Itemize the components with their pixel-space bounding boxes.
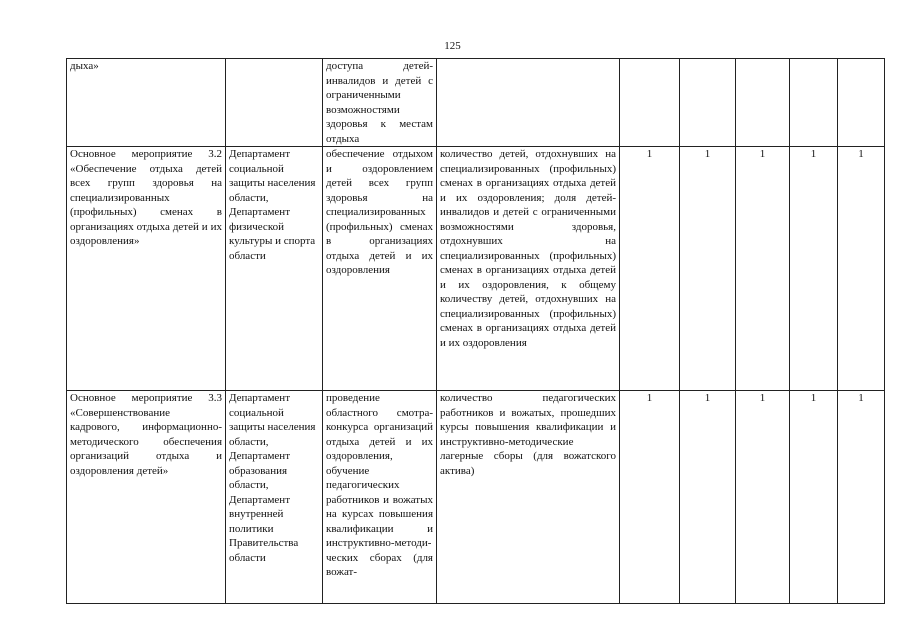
value-cell: 1 bbox=[680, 391, 736, 604]
measure-cell: обеспечение отдыхом и оздоровлением детей всех групп здоровья на специализированных (профильных) сменах в организациях отдыха детей и их оздоровления bbox=[323, 147, 437, 391]
event-cell: дыха» bbox=[67, 59, 226, 147]
value-cell: 1 bbox=[736, 391, 790, 604]
indicator-cell: количество педагогических работников и вожатых, прошедших курсы повышения квалификации и инструктивно-методические лагерные сборы (для вожатского актива) bbox=[437, 391, 620, 604]
measure-cell: проведение областного смотра-конкурса организаций отдыха детей и их оздоровления, обучение педагогических работников и вожатых на курсах повышения квалификации и инструктивно-методи-ческих сборах (для вожат- bbox=[323, 391, 437, 604]
value-cell bbox=[680, 59, 736, 147]
value-cell: 1 bbox=[838, 391, 885, 604]
event-cell: Основное мероприятие 3.3 «Совершенствование кадрового, информационно-методического обеспечения организаций отдыха и оздоровления детей» bbox=[67, 391, 226, 604]
value-cell: 1 bbox=[790, 147, 838, 391]
value-cell: 1 bbox=[620, 147, 680, 391]
value-cell bbox=[838, 59, 885, 147]
page-number: 125 bbox=[444, 40, 461, 52]
executor-cell bbox=[226, 59, 323, 147]
table-row bbox=[67, 391, 885, 604]
value-cell: 1 bbox=[790, 391, 838, 604]
indicator-cell: количество детей, отдохнувших на специализированных (профильных) сменах в организациях отдыха детей и их оздоровления; доля детей-инвалидов и детей с ограниченными возможностями здоровья, отдохнувших на специализированных (профильных) сменах в организациях отдыха детей и их оздоровления, к общему количеству детей, отдохнувших на специализированных (профильных) сменах в организациях отдыха детей и их оздоровления bbox=[437, 147, 620, 391]
value-cell: 1 bbox=[620, 391, 680, 604]
executor-cell: Департамент социальной защиты населения области, Департамент образования области, Департамент внутренней политики Правительства области bbox=[226, 391, 323, 604]
value-cell bbox=[736, 59, 790, 147]
value-cell: 1 bbox=[736, 147, 790, 391]
indicator-cell bbox=[437, 59, 620, 147]
value-cell: 1 bbox=[680, 147, 736, 391]
value-cell: 1 bbox=[838, 147, 885, 391]
table-row bbox=[67, 147, 885, 391]
value-cell bbox=[620, 59, 680, 147]
event-cell: Основное мероприятие 3.2 «Обеспечение отдыха детей всех групп здоровья на специализированных (профильных) сменах в организациях отдыха детей и их оздоровления» bbox=[67, 147, 226, 391]
value-cell bbox=[790, 59, 838, 147]
measure-cell: доступа детей-инвалидов и детей с ограниченными возможностями здоровья к местам отдыха bbox=[323, 59, 437, 147]
program-table bbox=[66, 58, 885, 604]
executor-cell: Департамент социальной защиты населения области, Департамент физической культуры и спорта области bbox=[226, 147, 323, 391]
table-row bbox=[67, 59, 885, 147]
